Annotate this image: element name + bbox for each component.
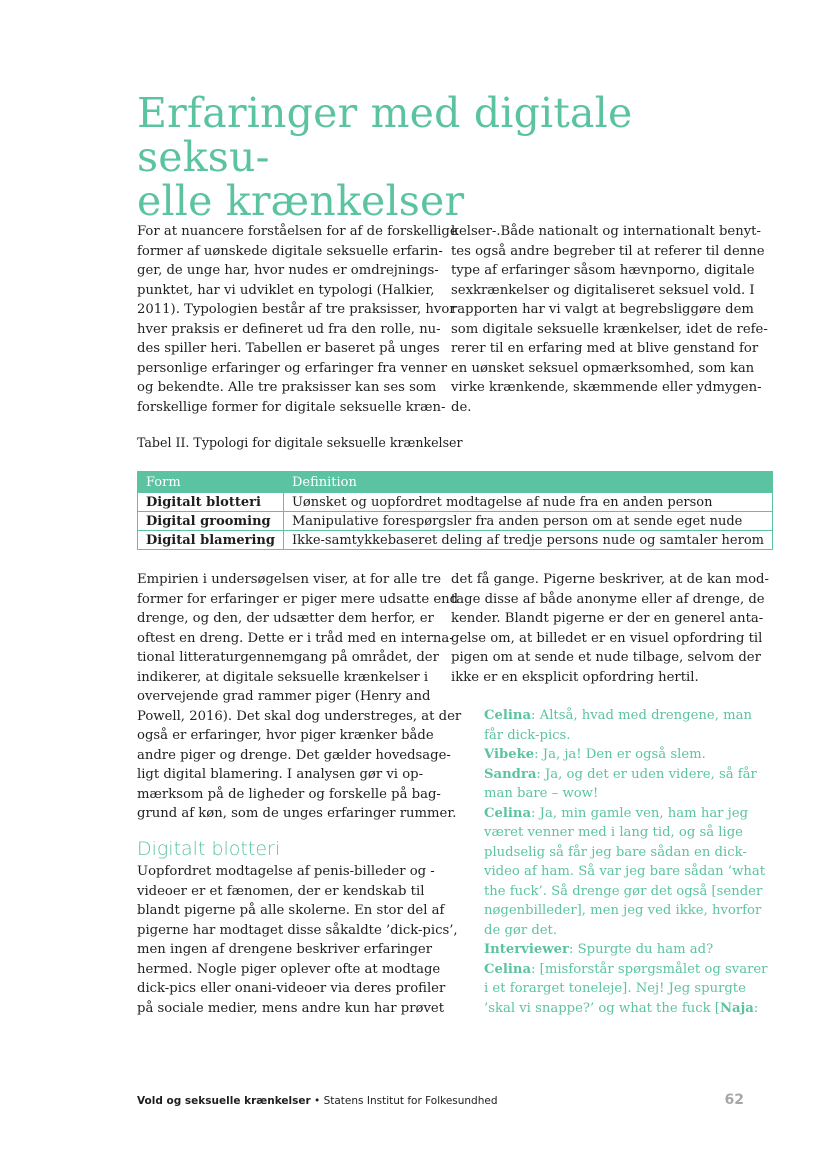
- text-line: gelse om, at billedet er en visuel opfordring til: [451, 630, 763, 646]
- utterance-text: man bare – wow!: [484, 786, 599, 801]
- speaker-name: Sandra: [484, 766, 537, 782]
- text-line: punktet, har vi udviklet en typologi (Halkier,: [137, 282, 435, 298]
- speaker-name: Vibeke: [484, 747, 535, 762]
- text-line: de.: [451, 399, 472, 415]
- text-line: videoer er et fænomen, der er kendskab til: [137, 883, 425, 899]
- text-line: pigerne har modtaget disse såkaldte ’dick-pics’,: [137, 922, 458, 938]
- dialogue-turn: [484, 940, 754, 960]
- text-line: dick-pics eller onani-videoer via deres profiler: [137, 981, 446, 996]
- text-line: drenge, og den, der udsætter dem herfor, er: [137, 611, 434, 626]
- table-row: [138, 531, 773, 550]
- text-line: grund af køn, som de unges erfaringer rummer.: [137, 806, 457, 821]
- table-row: [138, 512, 773, 531]
- page-footer: [137, 1095, 498, 1107]
- utterance-text: får dick-pics.: [484, 727, 571, 743]
- dialogue-turn: [484, 804, 766, 941]
- text-line: og bekendte. Alle tre praksisser kan ses som: [137, 380, 437, 395]
- text-line: oftest en dreng. Dette er i tråd med en interna-: [137, 630, 454, 646]
- speaker-name: Interviewer: [484, 942, 569, 957]
- utterance-text: været venner med i lang tid, og så lige: [484, 825, 743, 840]
- utterance-text: : Ja, min gamle ven, ham har jeg: [531, 805, 749, 821]
- definition-cell: Uønsket og uopfordret modtagelse af nude fra en anden person: [283, 493, 772, 512]
- form-cell: Digitalt blotteri: [138, 493, 284, 512]
- typology-table: [137, 471, 773, 550]
- utterance-text: nøgenbilleder], men jeg ved ikke, hvorfor: [484, 903, 762, 918]
- utterance-text: : Spurgte du ham ad?: [568, 942, 714, 957]
- text-line: andre piger og drenge. Det gælder hovedsage-: [137, 747, 451, 763]
- text-line: ligt digital blamering. I analysen gør vi op-: [137, 767, 424, 782]
- title-line: elle krænkelser: [137, 177, 465, 226]
- text-line: tional litteraturgennemgang på området, der: [137, 650, 439, 665]
- text-line: overvejende grad rammer piger (Henry and: [137, 689, 431, 704]
- text-line: kender. Blandt pigerne er der en generel anta-: [451, 611, 764, 626]
- form-cell: Digital grooming: [138, 512, 284, 531]
- utterance-text: de gør det.: [484, 922, 558, 938]
- utterance-text: ’skal vi snappe?’ og what the fuck [: [484, 1000, 720, 1016]
- column-header-definition: Definition: [283, 472, 772, 493]
- footer-publisher: Statens Institut for Folkesundhed: [323, 1095, 498, 1107]
- empiri-left-column: [137, 570, 462, 824]
- utterance-text: : Altså, hvad med drengene, man: [531, 708, 752, 723]
- dialogue-turn: [484, 745, 754, 765]
- text-line: sexkrænkelser og digitaliseret seksuel vold. I: [451, 282, 755, 298]
- page-number: 62: [724, 1092, 744, 1108]
- dialogue-turn: [484, 765, 757, 804]
- utterance-text: : [misforstår spørgsmålet og svarer: [531, 961, 768, 977]
- speaker-name: Celina: [484, 805, 532, 821]
- text-line: rerer til en erfaring med at blive genstand for: [451, 341, 759, 356]
- text-line: forskellige former for digitale seksuelle kræn-: [137, 399, 446, 415]
- text-line: Empirien i undersøgelsen viser, at for alle tre: [137, 572, 442, 587]
- text-line: en uønsket seksuel opmærksomhed, som kan: [451, 360, 755, 376]
- text-line: Uopfordret modtagelse af penis-billeder og -: [137, 864, 435, 879]
- page-title: [137, 89, 757, 226]
- text-line: 2011). Typologien består af tre praksisser, hvor: [137, 302, 456, 317]
- text-line: For at nuancere forståelsen for af de forskellige: [137, 224, 458, 239]
- text-line: som digitale seksuelle krænkelser, idet de refe-: [451, 321, 768, 337]
- text-line: tage disse af både anonyme eller af drenge, de: [451, 591, 765, 607]
- text-line: indikerer, at digitale seksuelle krænkelser i: [137, 669, 429, 685]
- text-line: kelser-.Både nationalt og internationalt benyt-: [451, 224, 761, 239]
- text-line: hermed. Nogle piger oplever ofte at modtage: [137, 961, 441, 977]
- utterance-text: the fuck’. Så drenge gør det også [sender: [484, 883, 763, 899]
- text-line: former af uønskede digitale seksuelle erfarin-: [137, 243, 443, 259]
- speaker-name: Naja: [719, 1000, 754, 1016]
- definition-cell: Ikke-samtykkebaseret deling af tredje persons nude og samtaler herom: [283, 531, 772, 550]
- text-line: virke krænkende, skæmmende eller ydmygen-: [451, 380, 762, 395]
- text-line: type af erfaringer såsom hævnporno, digitale: [451, 263, 755, 278]
- text-line: blandt pigerne på alle skolerne. En stor del af: [137, 903, 445, 918]
- column-header-form: Form: [138, 472, 284, 493]
- utterance-text: i et forarget toneleje]. Nej! Jeg spurgte: [484, 981, 746, 996]
- speaker-name: Celina: [484, 961, 532, 977]
- text-line: ikke er en eksplicit opfordring hertil.: [451, 669, 699, 685]
- footer-separator: •: [310, 1095, 324, 1107]
- text-line: men ingen af drengene beskriver erfaringer: [137, 942, 433, 957]
- dialogue-turn: [484, 960, 768, 1019]
- empiri-right-column: [451, 570, 769, 687]
- text-line: personlige erfaringer og erfaringer fra venner: [137, 360, 448, 376]
- utterance-text: : Ja, ja! Den er også slem.: [534, 747, 706, 762]
- text-line: Powell, 2016). Det skal dog understreges, at der: [137, 708, 462, 724]
- intro-right-column: [451, 222, 768, 417]
- text-line: former for erfaringer er piger mere udsatte end: [137, 591, 459, 607]
- section-body: [137, 862, 458, 1018]
- dialogue-turn: [484, 706, 754, 745]
- text-line: også er erfaringer, hvor piger krænker både: [137, 728, 434, 743]
- footer-report-title: Vold og seksuelle krænkelser: [137, 1095, 311, 1107]
- text-line: mærksom på de ligheder og forskelle på bag-: [137, 786, 441, 802]
- text-line: hver praksis er defineret ud fra den rolle, nu-: [137, 321, 441, 337]
- interview-quote: [484, 706, 768, 1018]
- text-line: des spiller heri. Tabellen er baseret på unges: [137, 341, 440, 356]
- utterance-text: video af ham. Så var jeg bare sådan ’what: [484, 864, 766, 879]
- text-line: ger, de unge har, hvor nudes er omdrejnings-: [137, 263, 439, 278]
- section-heading: Digitalt blotteri: [137, 838, 281, 860]
- text-line: tes også andre begreber til at referer til denne: [451, 243, 765, 259]
- utterance-text: : Ja, og det er uden videre, så får: [536, 766, 757, 782]
- definition-cell: Manipulative forespørgsler fra anden person om at sende eget nude: [283, 512, 772, 531]
- text-line: pigen om at sende et nude tilbage, selvom der: [451, 650, 761, 665]
- table-caption: Tabel II. Typologi for digitale seksuelle krænkelser: [137, 435, 463, 450]
- intro-left-column: [137, 222, 458, 417]
- form-cell: Digital blamering: [138, 531, 284, 550]
- text-line: det få gange. Pigerne beskriver, at de kan mod-: [451, 572, 769, 587]
- table-header-row: [138, 472, 773, 493]
- utterance-text: :: [753, 1000, 759, 1016]
- text-line: på sociale medier, mens andre kun har prøvet: [137, 1000, 445, 1016]
- title-line: Erfaringer med digitale seksu-: [137, 89, 633, 182]
- table-row: [138, 493, 773, 512]
- utterance-text: pludselig så får jeg bare sådan en dick-: [484, 844, 747, 860]
- text-line: rapporten har vi valgt at begrebsliggøre dem: [451, 302, 754, 317]
- speaker-name: Celina: [484, 708, 532, 723]
